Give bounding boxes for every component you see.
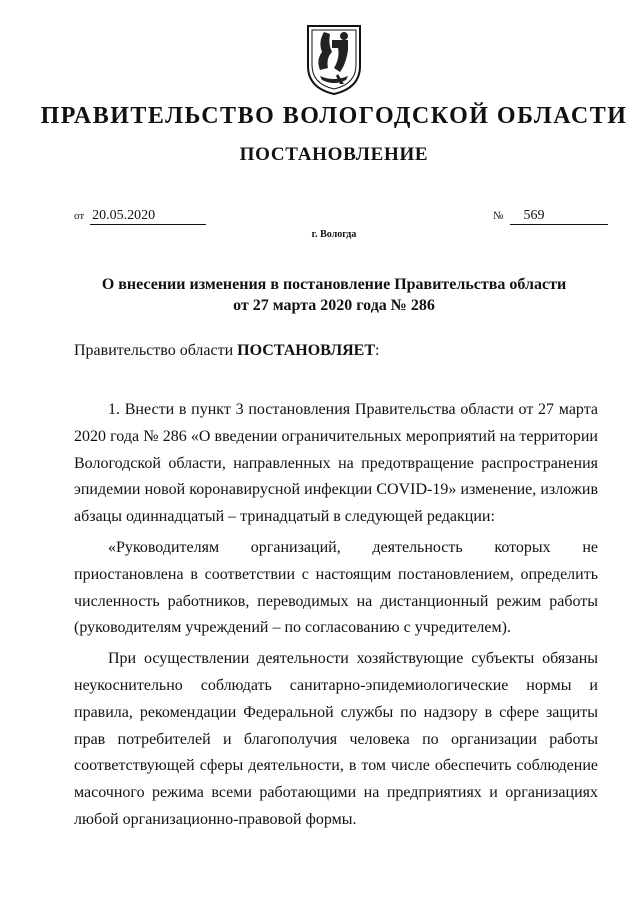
- preamble-emphasis: ПОСТАНОВЛЯЕТ: [237, 342, 376, 359]
- number-field: [493, 208, 608, 225]
- document-subject: [40, 274, 628, 316]
- government-title: ПРАВИТЕЛЬСТВО ВОЛОГОДСКОЙ ОБЛАСТИ: [40, 103, 628, 129]
- preamble: [74, 342, 379, 360]
- preamble-text: Правительство области: [74, 342, 234, 359]
- city-label: г. Вологда: [311, 229, 357, 240]
- date-value: 20.05.2020: [90, 208, 206, 225]
- subject-line-1: О внесении изменения в постановление Правительства области: [101, 276, 567, 293]
- date-field: [74, 208, 206, 225]
- date-prefix: от: [74, 210, 85, 222]
- paragraph-2: «Руководителям организаций, деятельность которых не приостановлена в соответствии с настоящим постановлением, определить численность работников, переводимых на дистанционный режим работы (руководителям учреждений – по согласованию с учредителем).: [74, 538, 598, 637]
- number-prefix: №: [493, 210, 504, 222]
- paragraph-1: 1. Внести в пункт 3 постановления Правительства области от 27 марта 2020 года № 286 «О введении ограничительных мероприятий на территории Вологодской области, направленных на предотвращение распространения эпидемии новой коронавирусной инфекции COVID-19» изменение, изложив абзацы одиннадцатый – тринадцатый в следующей редакции:: [74, 401, 598, 526]
- number-value: 569: [510, 208, 608, 225]
- coat-of-arms-icon: [302, 22, 366, 96]
- subject-line-2: от 27 марта 2020 года № 286: [233, 297, 435, 314]
- paragraph-3: При осуществлении деятельности хозяйствующие субъекты обязаны неукоснительно соблюдать санитарно-эпидемиологические нормы и правила, рекомендации Федеральной службы по надзору в сфере защиты прав потребителей и благополучия человека по организации работы соответствующей сферы деятельности, в том числе обеспечить соблюдение масочного режима всеми работающими на предприятиях и организациях любой организационно-правовой формы.: [74, 650, 598, 828]
- document-type: ПОСТАНОВЛЕНИЕ: [239, 144, 429, 165]
- document-body: [74, 397, 598, 838]
- preamble-suffix: :: [375, 342, 380, 359]
